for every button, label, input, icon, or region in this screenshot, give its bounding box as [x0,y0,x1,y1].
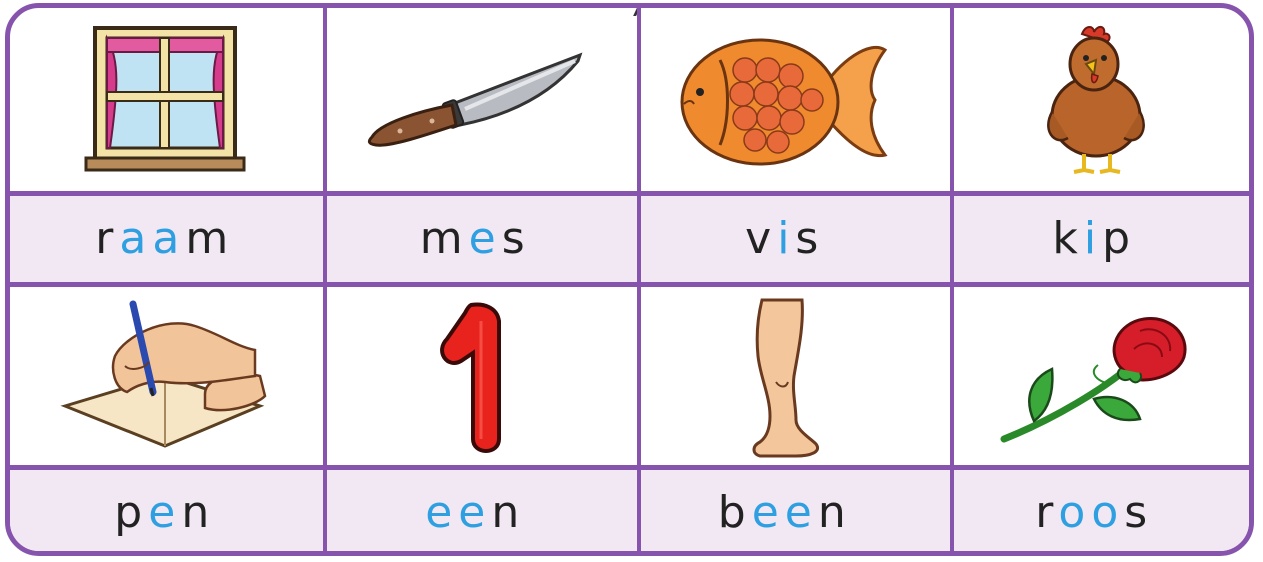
word-cell [940,470,1250,556]
leg-picture [740,296,830,461]
word-row-2 [10,470,1249,556]
picture-row-1 [10,8,1249,191]
word-cell [321,470,631,556]
writing-hand-picture-cell [10,287,320,470]
consonant-letters: s [1124,487,1154,538]
consonant-letters: p [1102,213,1137,264]
number-one-picture-cell [321,287,631,470]
consonant-letters: r [95,213,120,264]
vowel-letters: oo [1058,487,1125,538]
vowel-letters: e [148,487,182,538]
vowel-letters: ee [425,487,492,538]
consonant-letters: k [1052,213,1084,264]
grid-divider [637,8,641,551]
word-cell [630,470,940,556]
leg-picture-cell [630,287,940,470]
vowel-letters: e [468,213,502,264]
rose-picture-cell [940,287,1250,470]
fish-picture [670,20,900,180]
consonant-letters: s [501,213,531,264]
word-een [425,487,526,538]
picture-row-2 [10,287,1249,470]
word-card-grid [5,3,1254,556]
grid-divider [950,8,954,551]
vowel-letters: aa [119,213,186,264]
writing-hand-picture [55,296,275,461]
consonant-letters: p [114,487,149,538]
word-cell [940,196,1250,282]
vowel-letters: ee [751,487,818,538]
fish-picture-cell [630,8,940,191]
consonant-letters: m [419,213,469,264]
word-been [717,487,852,538]
consonant-letters: n [181,487,216,538]
consonant-letters: n [491,487,526,538]
consonant-letters: n [817,487,852,538]
word-cell [10,196,320,282]
window-picture [80,20,250,180]
word-cell [10,470,320,556]
word-cell [630,196,940,282]
consonant-letters: s [795,213,825,264]
rose-picture [994,309,1194,449]
consonant-letters: r [1035,487,1059,538]
word-vis [745,213,825,264]
consonant-letters: v [745,213,778,264]
window-picture-cell [10,8,320,191]
number-one-picture [425,299,525,459]
chicken-picture [1034,20,1154,180]
word-cell [321,196,631,282]
knife-picture [360,45,590,155]
chicken-picture-cell [940,8,1250,191]
word-roos [1035,487,1154,538]
consonant-letters: b [717,487,752,538]
word-pen [114,487,216,538]
knife-picture-cell [321,8,631,191]
vowel-letters: i [1083,213,1103,264]
vowel-letters: i [777,213,796,264]
consonant-letters: m [185,213,235,264]
word-kip [1052,213,1137,264]
word-raam [95,213,235,264]
word-row-1 [10,196,1249,282]
word-mes [419,213,531,264]
grid-divider [323,8,327,551]
